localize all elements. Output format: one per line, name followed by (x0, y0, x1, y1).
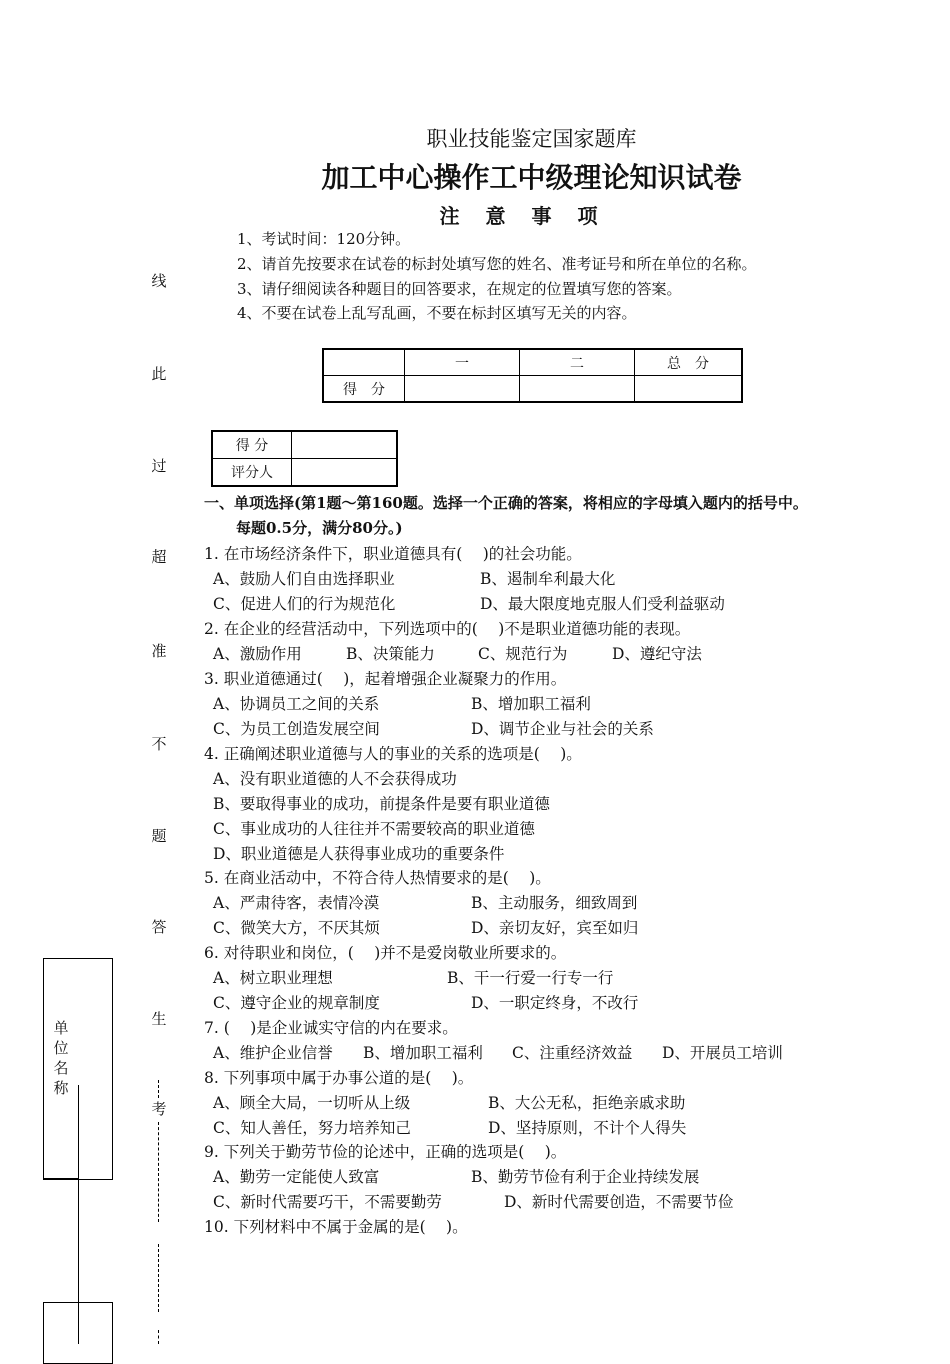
option-4b: B、要取得事业的成功，前提条件是要有职业道德 (213, 795, 550, 813)
option-5a: A、严肃待客，表情冷漠 (213, 894, 380, 912)
notice-1: 1、考试时间：120分钟。 (237, 230, 411, 248)
grader-name-cell[interactable] (292, 459, 398, 487)
margin-char-2: 此 (151, 365, 167, 383)
option-6b: B、干一行爱一行专一行 (447, 969, 614, 987)
header-line1: 职业技能鉴定国家题库 (426, 127, 637, 151)
binding-dash-2 (158, 1122, 159, 1222)
option-7a: A、维护企业信誉 (213, 1044, 333, 1062)
option-9c: C、新时代需要巧干，不需要勤劳 (213, 1193, 442, 1211)
question-5: 5. 在商业活动中，不符合待人热情要求的是( )。 (204, 869, 551, 887)
score-cell-2[interactable] (520, 376, 635, 403)
option-6d: D、一职定终身，不改行 (471, 994, 639, 1012)
option-8b: B、大公无私，拒绝亲戚求助 (488, 1094, 686, 1112)
option-9d: D、新时代需要创造，不需要节俭 (504, 1193, 734, 1211)
score-table-header-total: 总 分 (635, 349, 743, 376)
margin-char-5: 准 (151, 642, 167, 660)
section-1-title-line1: 一、单项选择(第1题～第160题。选择一个正确的答案，将相应的字母填入题内的括号中。 (204, 494, 808, 512)
score-table-header-2: 二 (520, 349, 635, 376)
score-table-header-1: 一 (405, 349, 520, 376)
margin-char-4: 超 (151, 548, 167, 566)
option-7b: B、增加职工福利 (363, 1044, 483, 1062)
option-5b: B、主动服务，细致周到 (471, 894, 638, 912)
option-2c: C、规范行为 (478, 645, 568, 663)
option-7d: D、开展员工培训 (662, 1044, 783, 1062)
question-3: 3. 职业道德通过( )，起着增强企业凝聚力的作用。 (204, 670, 567, 688)
option-3c: C、为员工创造发展空间 (213, 720, 380, 738)
option-4c: C、事业成功的人往往并不需要较高的职业道德 (213, 820, 535, 838)
question-9: 9. 下列关于勤劳节俭的论述中，正确的选项是( )。 (204, 1143, 567, 1161)
option-5c: C、微笑大方，不厌其烦 (213, 919, 380, 937)
question-7: 7. ( )是企业诚实守信的内在要求。 (204, 1019, 458, 1037)
grader-table (211, 430, 398, 487)
margin-char-3: 过 (151, 457, 167, 475)
option-3b: B、增加职工福利 (471, 695, 591, 713)
option-8d: D、坚持原则，不计个人得失 (488, 1119, 687, 1137)
question-4: 4. 正确阐述职业道德与人的事业的关系的选项是( )。 (204, 745, 582, 763)
margin-char-6: 不 (151, 735, 167, 753)
grader-label: 评分人 (212, 459, 292, 487)
binding-dash-3 (158, 1244, 159, 1312)
score-cell-1[interactable] (405, 376, 520, 403)
question-2: 2. 在企业的经营活动中，下列选项中的( )不是职业道德功能的表现。 (204, 620, 691, 638)
question-8: 8. 下列事项中属于办事公道的是( )。 (204, 1069, 474, 1087)
question-1: 1. 在市场经济条件下，职业道德具有( )的社会功能。 (204, 545, 582, 563)
option-3a: A、协调员工之间的关系 (213, 695, 380, 713)
margin-char-7: 题 (151, 827, 167, 845)
option-1d: D、最大限度地克服人们受利益驱动 (480, 595, 725, 613)
binding-dash-4 (158, 1330, 159, 1344)
option-6c: C、遵守企业的规章制度 (213, 994, 380, 1012)
question-10: 10. 下列材料中不属于金属的是( )。 (204, 1218, 468, 1236)
seal-tick-line (43, 1178, 79, 1179)
section-1-title (204, 491, 894, 541)
section-1-title-line2: 每题0.5分，满分80分。) (236, 519, 403, 537)
grader-score-label: 得 分 (212, 431, 292, 459)
margin-char-9: 生 (151, 1010, 167, 1028)
notice-3: 3、请仔细阅读各种题目的回答要求，在规定的位置填写您的答案。 (237, 280, 682, 298)
score-cell-total[interactable] (635, 376, 743, 403)
option-2a: A、激励作用 (213, 645, 302, 663)
option-3d: D、调节企业与社会的关系 (471, 720, 654, 738)
option-8a: A、顾全大局，一切听从上级 (213, 1094, 411, 1112)
option-1c: C、促进人们的行为规范化 (213, 595, 396, 613)
score-table-header-blank (323, 349, 405, 376)
option-4d: D、职业道德是人获得事业成功的重要条件 (213, 845, 505, 863)
option-5d: D、亲切友好，宾至如归 (471, 919, 639, 937)
option-9b: B、勤劳节俭有利于企业持续发展 (471, 1168, 700, 1186)
question-6: 6. 对待职业和岗位，( )并不是爱岗敬业所要求的。 (204, 944, 567, 962)
binding-dash-1 (158, 1080, 159, 1098)
margin-char-10: 考 (151, 1100, 167, 1118)
grader-score-cell[interactable] (292, 431, 398, 459)
notice-2: 2、请首先按要求在试卷的标封处填写您的姓名、准考证号和所在单位的名称。 (237, 255, 757, 273)
option-2b: B、决策能力 (346, 645, 435, 663)
unit-name-label: 单位名称 (53, 1019, 69, 1097)
margin-char-1: 线 (151, 272, 167, 290)
option-2d: D、遵纪守法 (612, 645, 702, 663)
seal-divider-line (78, 1085, 79, 1344)
option-1a: A、鼓励人们自由选择职业 (213, 570, 395, 588)
option-6a: A、树立职业理想 (213, 969, 333, 987)
option-7c: C、注重经济效益 (512, 1044, 633, 1062)
notice-4: 4、不要在试卷上乱写乱画，不要在标封区填写无关的内容。 (237, 304, 637, 322)
notice-title: 注意事项 (439, 204, 624, 228)
option-8c: C、知人善任，努力培养知己 (213, 1119, 411, 1137)
margin-char-8: 答 (151, 918, 167, 936)
exam-title: 加工中心操作工中级理论知识试卷 (321, 161, 742, 194)
option-9a: A、勤劳一定能使人致富 (213, 1168, 380, 1186)
score-table (322, 348, 743, 403)
score-table-row-label: 得 分 (323, 376, 405, 403)
option-1b: B、遏制牟利最大化 (480, 570, 616, 588)
option-4a: A、没有职业道德的人不会获得成功 (213, 770, 457, 788)
